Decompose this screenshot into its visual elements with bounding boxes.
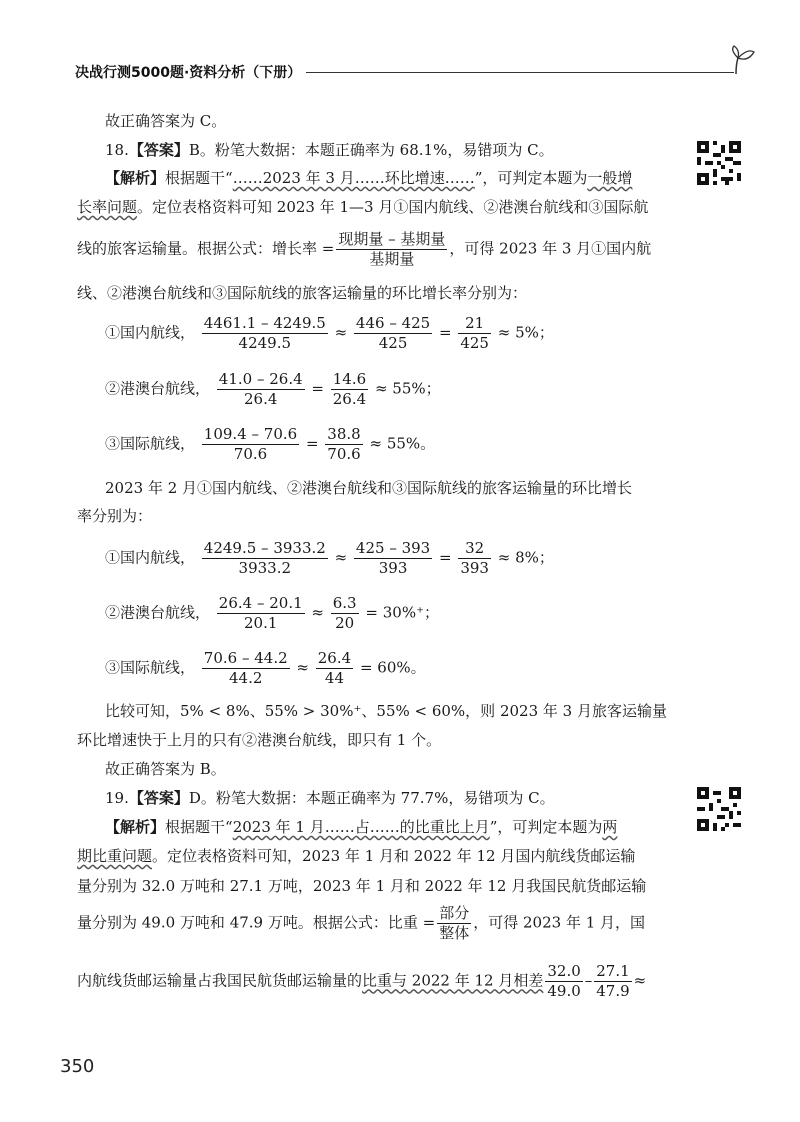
numerator: 38.8: [327, 425, 361, 443]
text-line: 率分别为：: [77, 507, 153, 525]
keyword-span: 2023 年 1 月……占……的比重比上月: [232, 818, 490, 836]
denominator: 20.1: [244, 614, 278, 632]
text-span: ”，可判定本题为: [489, 818, 603, 836]
equation-label: ①国内航线，: [105, 548, 196, 567]
equation-result: ≈ 55%；: [374, 379, 441, 398]
numerator: 70.6 – 44.2: [203, 649, 288, 667]
equation-line: ②港澳台航线， $\frac{41.0 - 26.4}{26.4}$ = $\frac{14.6}{26.4}$ ≈ 55%；: [105, 370, 441, 408]
text-line: [77, 846, 635, 866]
text-line: 故正确答案为 B。: [105, 760, 226, 778]
numerator: 446 – 425: [355, 314, 431, 332]
denominator: 70.6: [327, 445, 361, 463]
text-span: ”，可判定本题为: [474, 169, 588, 187]
equation-line: 内航线货邮运输量占我国民航货邮运输量的比重与 2022 年 12 月相差 $\frac{32.0}{49.0}$ – $\frac{27.1}{47.9}$ ≈: [77, 962, 647, 1000]
denominator: 基期量: [369, 250, 415, 268]
numerator: 32: [458, 539, 491, 559]
text-span: ，可得 2023 年 1 月，国: [473, 913, 646, 932]
numerator: 27.1: [596, 962, 630, 980]
denominator: 20: [335, 614, 355, 632]
fraction: [331, 370, 368, 409]
question-number: 18.: [105, 141, 129, 159]
fraction: [202, 314, 328, 353]
equation-result: ≈ 5%；: [497, 323, 554, 342]
numerator: 4249.5 – 3933.2: [203, 539, 326, 557]
keyword-span: 长率问题: [77, 198, 138, 216]
numerator: 41.0 – 26.4: [218, 370, 303, 388]
fraction: [202, 539, 328, 578]
analysis-tag: 【解析】: [105, 818, 166, 836]
equation-label: ③国际航线，: [105, 658, 196, 677]
fraction: [217, 594, 305, 633]
text-span: ，可得 2023 年 3 月①国内航: [449, 239, 652, 258]
denominator: 44.2: [229, 669, 263, 687]
denominator: 整体: [439, 924, 470, 942]
answer-tag: 【答案】: [128, 789, 189, 807]
denominator: 49.0: [547, 982, 581, 1000]
text-line: [77, 197, 648, 217]
text-span: 。定位表格资料可知，2023 年 1 月和 2022 年 12 月国内航线货邮运输: [152, 847, 636, 865]
equation-line: ①国内航线， $\frac{4249.5 - 3933.2}{3933.2}$ ≈ $\frac{425 - 393}{393}$ = $\frac{32}{393}$ ≈ 8%；: [105, 539, 554, 577]
numerator: 32.0: [547, 962, 581, 980]
equation-line: ③国际航线， $\frac{109.4 - 70.6}{70.6}$ = $\frac{38.8}{70.6}$ ≈ 55%。: [105, 425, 436, 463]
fraction: [354, 314, 432, 353]
text-line: 故正确答案为 C。: [105, 112, 227, 130]
equation-line: ①国内航线， $\frac{4461.1 - 4249.5}{4249.5}$ ≈ $\frac{446 - 425}{425}$ = $\frac{21}{425}$ ≈ 5%；: [105, 314, 554, 352]
fraction: [437, 904, 471, 943]
denominator: 393: [378, 559, 408, 577]
numerator: 6.3: [332, 594, 357, 612]
numerator: 26.4 – 20.1: [218, 594, 303, 612]
denominator: 425: [460, 334, 489, 352]
answer-line-18: [105, 140, 554, 160]
equation-result: = 30%⁺；: [365, 603, 439, 622]
fraction: [458, 314, 491, 353]
qr-code-icon[interactable]: [697, 787, 741, 831]
equation-label: ③国际航线，: [105, 434, 196, 453]
equation-label: ②港澳台航线，: [105, 603, 211, 622]
keyword-span: 期比重问题: [77, 847, 153, 865]
text-span: 根据题干“: [165, 818, 233, 836]
text-span: 。定位表格资料可知 2023 年 1—3 月①国内航线、②港澳台航线和③国际航: [137, 198, 649, 216]
numerator: 109.4 – 70.6: [203, 425, 298, 443]
text-line: 线、②港澳台航线和③国际航线的旅客运输量的环比增长率分别为：: [77, 284, 528, 302]
analysis-tag: 【解析】: [105, 169, 166, 187]
fraction: [202, 649, 290, 688]
fraction: [594, 962, 631, 1001]
fraction: [458, 539, 491, 578]
answer-tag: 【答案】: [128, 141, 189, 159]
equation-result: ≈ 55%。: [369, 434, 436, 453]
denominator: 26.4: [244, 390, 278, 408]
denominator: 44: [324, 669, 344, 687]
answer-text: D。粉笔大数据：本题正确率为 77.7%，易错项为 C。: [188, 789, 555, 807]
equation-line: ③国际航线， $\frac{70.6 - 44.2}{44.2}$ ≈ $\frac{26.4}{44}$ = 60%。: [105, 649, 426, 687]
denominator: 393: [460, 559, 489, 577]
text-line: 环比增速快于上月的只有②港澳台航线，即只有 1 个。: [77, 731, 442, 749]
fraction: [336, 230, 447, 269]
denominator: 47.9: [596, 982, 630, 1000]
keyword-span: ……2023 年 3 月……环比增速……: [232, 169, 475, 187]
equation-line: ②港澳台航线， $\frac{26.4 - 20.1}{20.1}$ ≈ $\frac{6.3}{20}$ = 30%⁺；: [105, 594, 439, 632]
formula-line: [77, 230, 651, 269]
qr-code-icon[interactable]: [697, 141, 741, 185]
numerator: 26.4: [317, 649, 352, 667]
fraction: [325, 425, 362, 464]
equation-result: ≈ 8%；: [497, 548, 554, 567]
header-rule: [306, 72, 734, 73]
numerator: 14.6: [332, 370, 367, 388]
keyword-span: 比重与 2022 年 12 月相差: [362, 971, 544, 990]
text-span: 内航线货邮运输量占我国民航货邮运输量的: [77, 971, 363, 990]
sprout-icon: [728, 44, 756, 76]
text-line: 量分别为 32.0 万吨和 27.1 万吨，2023 年 1 月和 2022 年 12 月我国民航货邮运输: [77, 877, 647, 895]
text-span: 根据题干“: [165, 169, 233, 187]
numerator: 现期量 – 基期量: [338, 230, 446, 248]
text-span: 量分别为 49.0 万吨和 47.9 万吨。根据公式：比重 =: [77, 913, 436, 932]
keyword-span: 一般增: [587, 169, 633, 187]
fraction: [331, 594, 359, 633]
running-header: 决战行测5000题·资料分析（下册）: [75, 65, 302, 81]
formula-line: [77, 904, 645, 943]
numerator: 部分: [439, 904, 470, 922]
text-span: 线的旅客运输量。根据公式：增长率 =: [77, 239, 335, 258]
equation-label: ①国内航线，: [105, 323, 196, 342]
page-number: 350: [60, 1056, 95, 1077]
denominator: 4249.5: [238, 334, 292, 352]
text-line: 比较可知，5% < 8%、55% > 30%⁺、55% < 60%，则 2023 年 3 月旅客运输量: [105, 702, 667, 720]
denominator: 3933.2: [238, 559, 292, 577]
question-number: 19.: [105, 789, 129, 807]
fraction: [316, 649, 353, 688]
equation-label: ②港澳台航线，: [105, 379, 211, 398]
numerator: 21: [458, 314, 491, 334]
denominator: 26.4: [332, 390, 367, 408]
equation-result: ≈: [633, 971, 647, 990]
analysis-line: [105, 168, 632, 188]
equation-result: = 60%。: [359, 658, 426, 677]
answer-text: B。粉笔大数据：本题正确率为 68.1%，易错项为 C。: [188, 141, 554, 159]
answer-line-19: [105, 788, 555, 808]
denominator: 425: [378, 334, 408, 352]
fraction: [217, 370, 305, 409]
denominator: 70.6: [233, 445, 268, 463]
analysis-line: [105, 817, 617, 837]
numerator: 4461.1 – 4249.5: [203, 314, 326, 332]
fraction: [354, 539, 432, 578]
fraction: [545, 962, 582, 1001]
fraction: [202, 425, 299, 464]
text-line: 2023 年 2 月①国内航线、②港澳台航线和③国际航线的旅客运输量的环比增长: [105, 479, 633, 497]
numerator: 425 – 393: [355, 539, 431, 557]
keyword-span: 两: [602, 818, 618, 836]
